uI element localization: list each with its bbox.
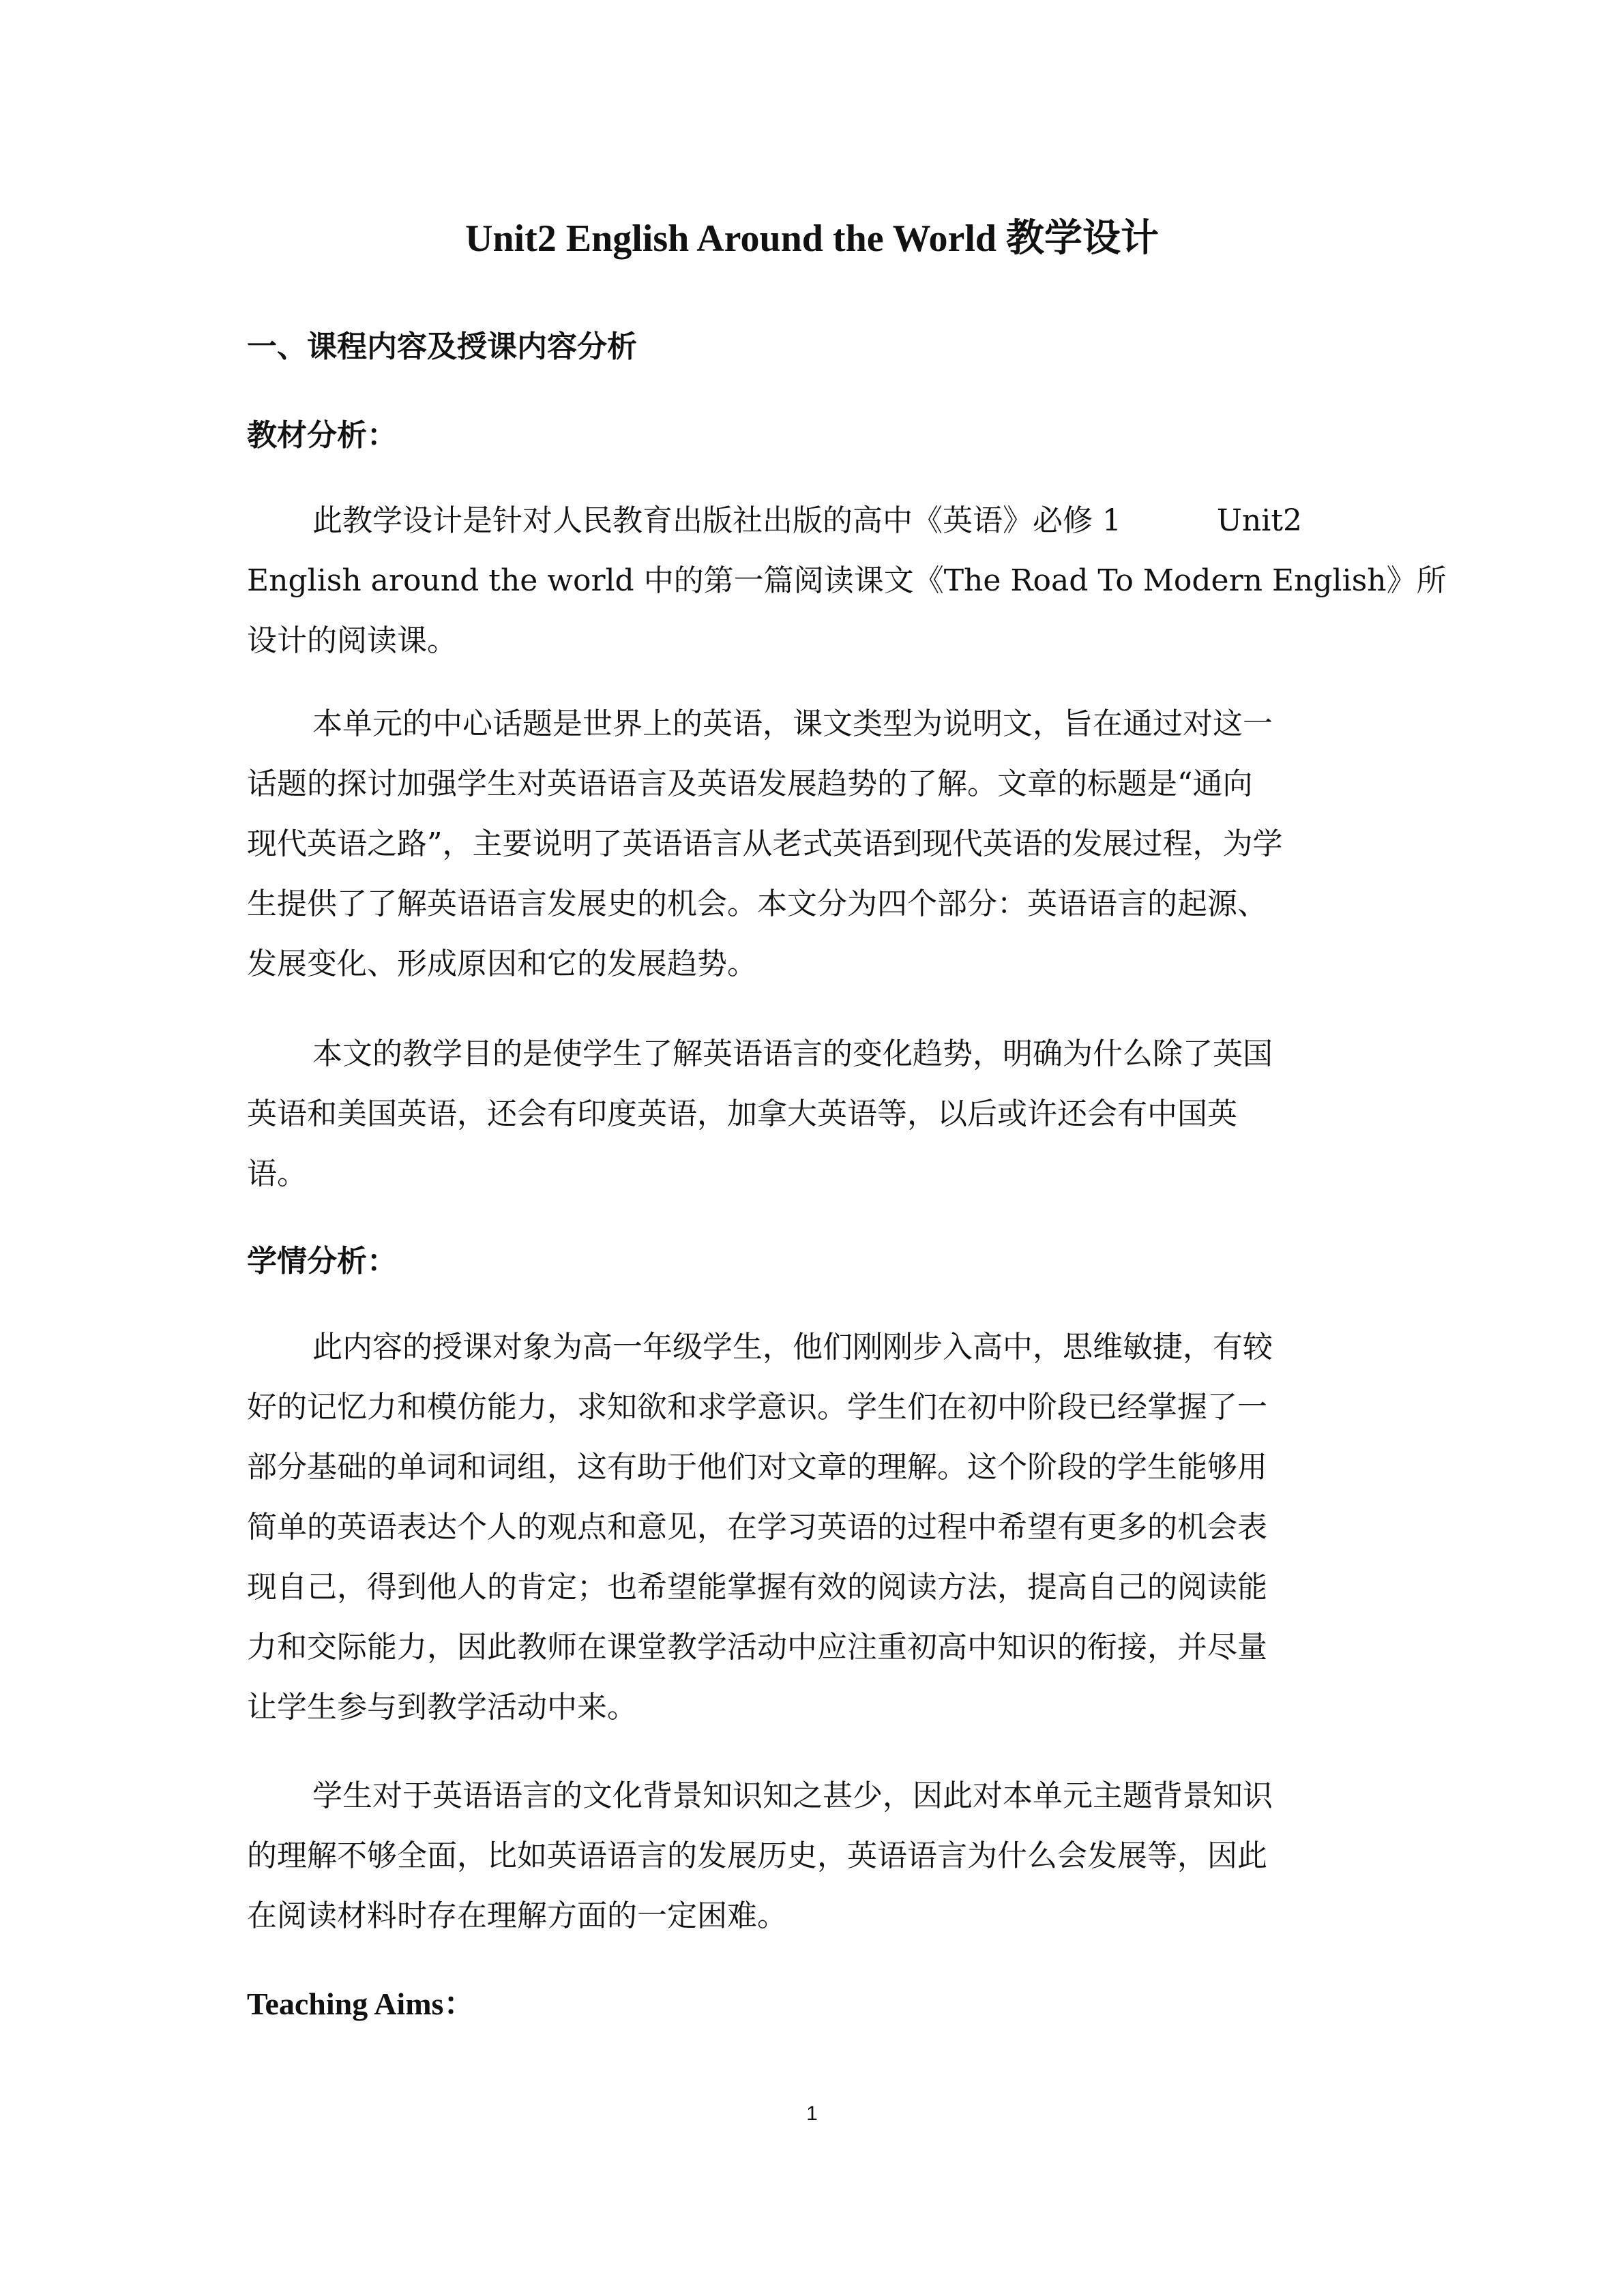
paragraph-line: 部分基础的单词和词组，这有助于他们对文章的理解。这个阶段的学生能够用 xyxy=(247,1450,1267,1485)
paragraph-line: 简单的英语表达个人的观点和意见，在学习英语的过程中希望有更多的机会表 xyxy=(247,1510,1267,1545)
paragraph-line: 生提供了了解英语语言发展史的机会。本文分为四个部分：英语语言的起源、 xyxy=(247,886,1267,921)
paragraph-line: 的理解不够全面，比如英语语言的发展历史，英语语言为什么会发展等，因此 xyxy=(247,1838,1267,1873)
paragraph-line: 此内容的授课对象为高一年级学生，他们刚刚步入高中，思维敏捷，有较 xyxy=(312,1330,1273,1365)
paragraph-material-3 xyxy=(247,1024,1379,1204)
paragraph-line: 现代英语之路”，主要说明了英语语言从老式英语到现代英语的发展过程，为学 xyxy=(247,826,1283,861)
paragraph-line: 英语和美国英语，还会有印度英语，加拿大英语等，以后或许还会有中国英 xyxy=(247,1097,1237,1131)
paragraph-line: English around the world 中的第一篇阅读课文《The Road To Modern English》所 xyxy=(247,563,1447,598)
page-number: 1 xyxy=(806,2102,818,2125)
paragraph-line: 力和交际能力，因此教师在课堂教学活动中应注重初高中知识的衔接，并尽量 xyxy=(247,1630,1267,1665)
subheading-teaching-aims: Teaching Aims： xyxy=(247,1986,475,2021)
paragraph-line: 让学生参与到教学活动中来。 xyxy=(247,1690,637,1725)
paragraph-student-2 xyxy=(247,1766,1379,1946)
paragraph-material-1 xyxy=(247,491,1447,671)
paragraph-line: 本文的教学目的是使学生了解英语语言的变化趋势，明确为什么除了英国 xyxy=(312,1037,1273,1071)
paragraph-student-1 xyxy=(247,1317,1379,1738)
subheading-student-analysis: 学情分析： xyxy=(247,1244,397,1279)
paragraph-line: 设计的阅读课。 xyxy=(247,623,457,658)
paragraph-material-2 xyxy=(247,694,1379,994)
paragraph-line: 语。 xyxy=(247,1157,307,1191)
document-title: Unit2 English Around the World 教学设计 xyxy=(464,218,1160,260)
paragraph-line: 学生对于英语语言的文化背景知识知之甚少，因此对本单元主题背景知识 xyxy=(312,1778,1273,1813)
paragraph-line: 好的记忆力和模仿能力，求知欲和求学意识。学生们在初中阶段已经掌握了一 xyxy=(247,1390,1267,1425)
paragraph-line: 在阅读材料时存在理解方面的一定困难。 xyxy=(247,1898,787,1933)
paragraph-line: 现自己，得到他人的肯定；也希望能掌握有效的阅读方法，提高自己的阅读能 xyxy=(247,1570,1267,1605)
section-heading-course-analysis: 一、课程内容及授课内容分析 xyxy=(247,329,637,364)
subheading-material-analysis: 教材分析： xyxy=(247,418,397,453)
paragraph-line: 本单元的中心话题是世界上的英语，课文类型为说明文，旨在通过对这一 xyxy=(312,706,1273,741)
paragraph-line: 此教学设计是针对人民教育出版社出版的高中《英语》必修 1 Unit2 xyxy=(312,503,1303,538)
paragraph-line: 话题的探讨加强学生对英语语言及英语发展趋势的了解。文章的标题是“通向 xyxy=(247,766,1253,801)
paragraph-line: 发展变化、形成原因和它的发展趋势。 xyxy=(247,946,757,981)
